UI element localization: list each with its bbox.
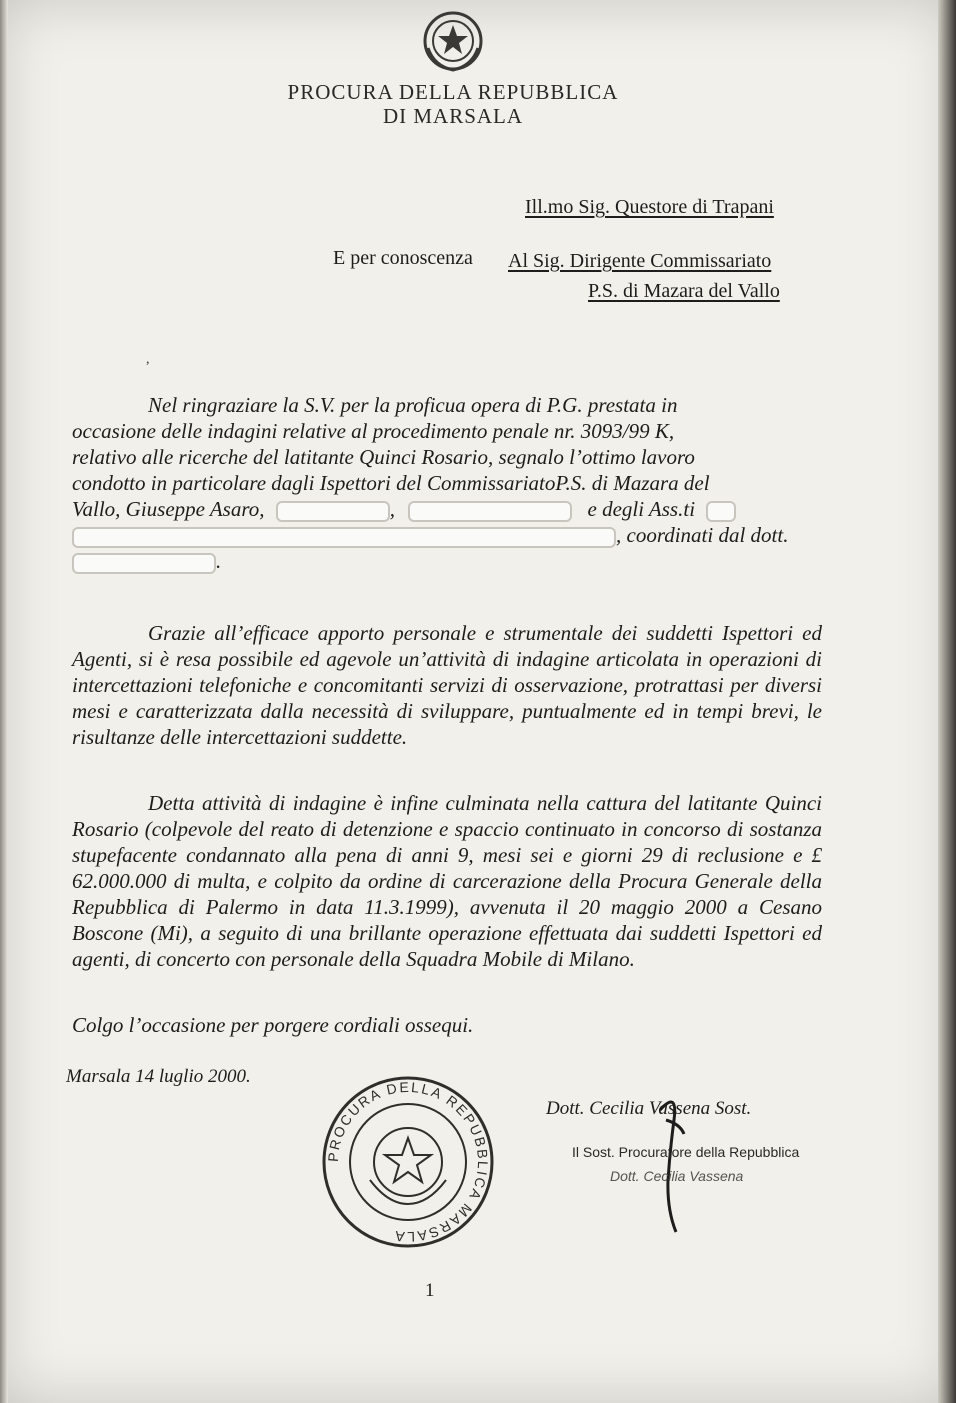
paragraph-2 [72, 620, 822, 750]
office-name: PROCURA DELLA REPUBBLICA [287, 80, 619, 104]
seal-ring-text: PROCURA DELLA REPUBBLICA MARSALA [324, 1078, 492, 1246]
p1-line-with-redactions [72, 548, 822, 574]
p1-line-with-redactions [72, 496, 822, 522]
redacted-name [408, 501, 572, 522]
official-seal-icon [318, 1072, 498, 1252]
redacted-name [276, 501, 390, 522]
p1-text: , coordinati dal dott. [616, 523, 789, 547]
p1-line-with-redactions [72, 522, 822, 548]
paragraph-4 [72, 1012, 822, 1038]
scan-edge-left [0, 0, 8, 1403]
handwritten-signature-mark [640, 1090, 700, 1240]
p4-text: Colgo l’occasione per porgere cordiali ossequi. [72, 1013, 474, 1037]
p1-text: e degli Ass.ti [587, 497, 696, 521]
office-city: DI MARSALA [382, 104, 524, 128]
scan-speck: , [146, 352, 150, 367]
cc-recipient-line2: P.S. di Mazara del Vallo [588, 280, 780, 302]
p1-text: , [389, 497, 395, 521]
cc-prefix: E per conoscenza [333, 247, 473, 269]
paragraph-1 [72, 392, 822, 574]
stamp-title: Il Sost. Procuratore della Repubblica [572, 1144, 800, 1160]
scan-edge-right [938, 0, 956, 1403]
republic-emblem-icon [420, 8, 486, 74]
paragraph-3 [72, 790, 822, 972]
p1-line: relativo alle ricerche del latitante Quinci Rosario, segnalo l’ottimo lavoro [72, 445, 695, 469]
recipient-line: Ill.mo Sig. Questore di Trapani [525, 196, 774, 218]
p1-line: Nel ringraziare la S.V. per la proficua opera di P.G. prestata in [148, 393, 678, 417]
page-number: 1 [425, 1280, 435, 1301]
signature-line: Dott. Cecilia Vassena Sost. [546, 1098, 752, 1119]
p2-text: Grazie all’efficace apporto personale e strumentale dei suddetti Ispettori ed Agenti, si è resa possibile ed agevole un’attività di indagine articolata in operazioni di intercettazioni telefoniche e concomitanti servizi di osservazione, protrattasi per diversi mesi e caratterizzata dalla necessità di sviluppare, puntualmente ed in tempi brevi, le risultanze delle intercettazioni suddette. [72, 621, 822, 749]
p1-text: Vallo, Giuseppe Asaro, [72, 497, 265, 521]
p1-line: occasione delle indagini relative al procedimento penale nr. 3093/99 K, [72, 419, 675, 443]
stamp-name: Dott. Cecilia Vassena [610, 1168, 744, 1184]
p1-line: condotto in particolare dagli Ispettori del CommissariatoP.S. di Mazara del [72, 471, 710, 495]
p1-text: . [216, 549, 222, 573]
redacted-name [72, 553, 216, 574]
p3-text: Detta attività di indagine è infine culminata nella cattura del latitante Quinci Rosario (colpevole del reato di detenzione e spaccio continuato in concorso di sostanza stupefacente condannato alla pena di anni 9, mesi sei e giorni 29 di reclusione e £ 62.000.000 di multa, e colpito da ordine di carcerazione della Procura Generale della Repubblica di Palermo in data 11.3.1999), avvenuta il 20 maggio 2000 a Cesano Boscone (Mi), a seguito di una brillante operazione effettuata dai suddetti Ispettori ed agenti, di concerto con personale della Squadra Mobile di Milano. [72, 791, 822, 971]
place-date: Marsala 14 luglio 2000. [66, 1066, 251, 1087]
redacted-name [72, 527, 616, 548]
cc-recipient-line1: Al Sig. Dirigente Commissariato [508, 250, 772, 272]
redacted-name [706, 501, 736, 522]
